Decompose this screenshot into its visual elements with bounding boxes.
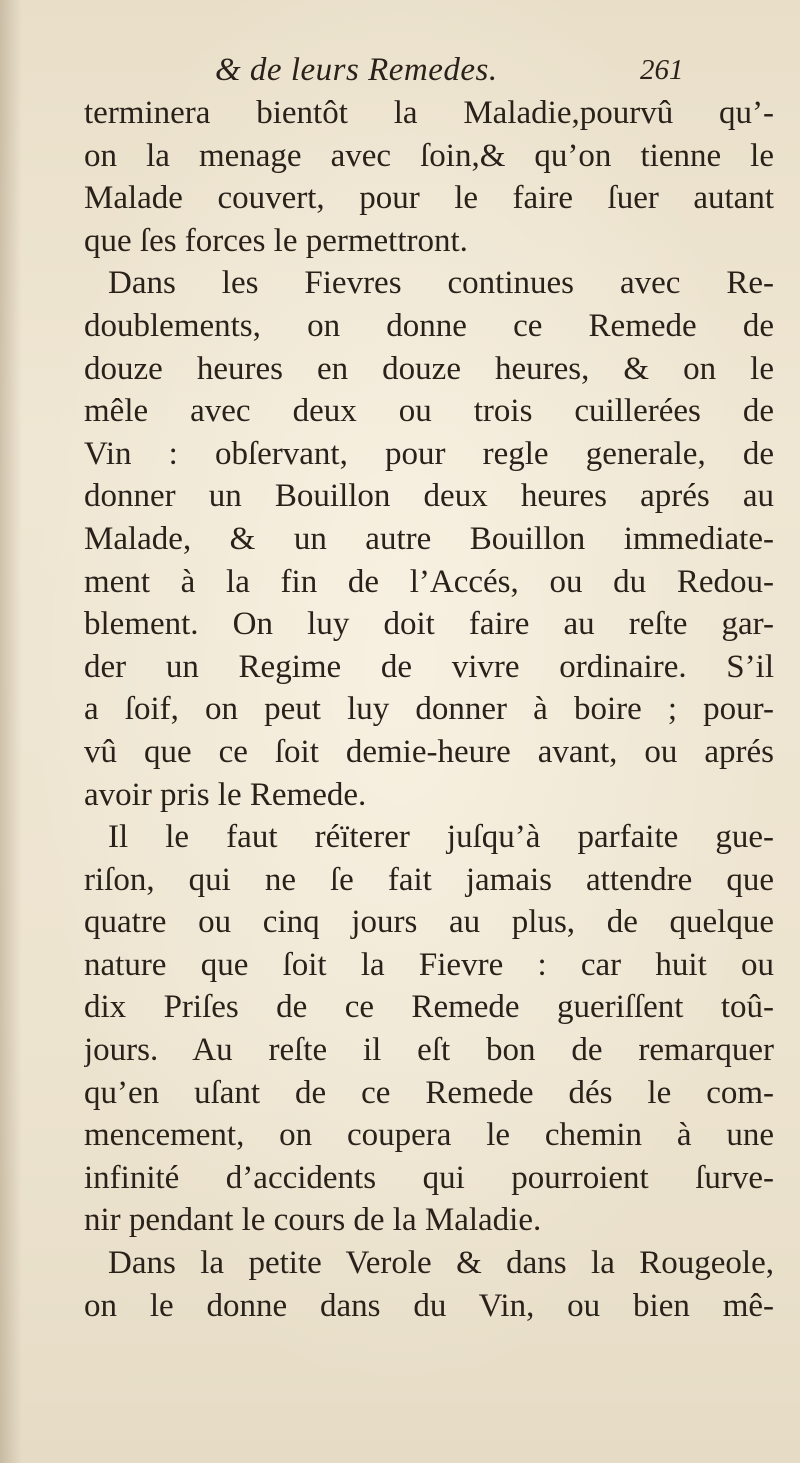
text-line: Dans les Fievres continues avec Re- xyxy=(108,265,774,302)
text-line: infinité d’accidents qui pourroient ſurve- xyxy=(84,1159,774,1196)
body-text xyxy=(84,92,774,1327)
text-line: que ſes forces le permettront. xyxy=(84,222,468,259)
text-line: a ſoif, on peut luy donner à boire ; pour- xyxy=(84,691,774,728)
text-line: Vin : obſervant, pour regle generale, de xyxy=(84,435,774,472)
text-line: on la menage avec ſoin,& qu’on tienne le xyxy=(84,137,774,174)
text-line: blement. On luy doit faire au reſte gar- xyxy=(84,606,774,643)
text-line: Malade, & un autre Bouillon immediate- xyxy=(84,520,774,557)
running-head xyxy=(0,52,800,96)
text-line: terminera bientôt la Maladie,pourvû qu’- xyxy=(84,95,774,131)
text-line: donner un Bouillon deux heures aprés au xyxy=(84,478,774,515)
text-line: dix Priſes de ce Remede gueriſſent toû- xyxy=(84,989,774,1026)
text-line: Il le faut réïterer juſqu’à parfaite gue- xyxy=(108,819,774,856)
text-line: jours. Au reſte il eſt bon de remarquer xyxy=(84,1032,774,1069)
text-line: nir pendant le cours de la Maladie. xyxy=(84,1202,542,1239)
text-line: der un Regime de vivre ordinaire. S’il xyxy=(84,648,774,685)
text-line: mencement, on coupera le chemin à une xyxy=(84,1117,774,1154)
text-line: avoir pris le Remede. xyxy=(84,776,367,813)
text-line: nature que ſoit la Fievre : car huit ou xyxy=(84,946,774,983)
text-line: quatre ou cinq jours au plus, de quelque xyxy=(84,904,774,941)
page-number: 261 xyxy=(640,54,684,86)
text-line: vû que ce ſoit demie-heure avant, ou aprés xyxy=(84,733,774,770)
text-line: qu’en uſant de ce Remede dés le com- xyxy=(84,1074,774,1111)
text-line: Malade couvert, pour le faire ſuer autant xyxy=(84,180,774,217)
text-line: doublements, on donne ce Remede de xyxy=(84,307,774,344)
text-line: douze heures en douze heures, & on le xyxy=(84,350,774,387)
text-line: ment à la fin de l’Accés, ou du Redou- xyxy=(84,563,774,600)
text-line: Dans la petite Verole & dans la Rougeole, xyxy=(108,1245,774,1282)
gutter-shadow xyxy=(0,0,22,1463)
text-line: riſon, qui ne ſe fait jamais attendre que xyxy=(84,861,774,898)
running-head-title: & de leurs Remedes. xyxy=(215,52,498,88)
text-line: on le donne dans du Vin, ou bien mê- xyxy=(84,1287,774,1324)
text-line: mêle avec deux ou trois cuillerées de xyxy=(84,393,774,430)
